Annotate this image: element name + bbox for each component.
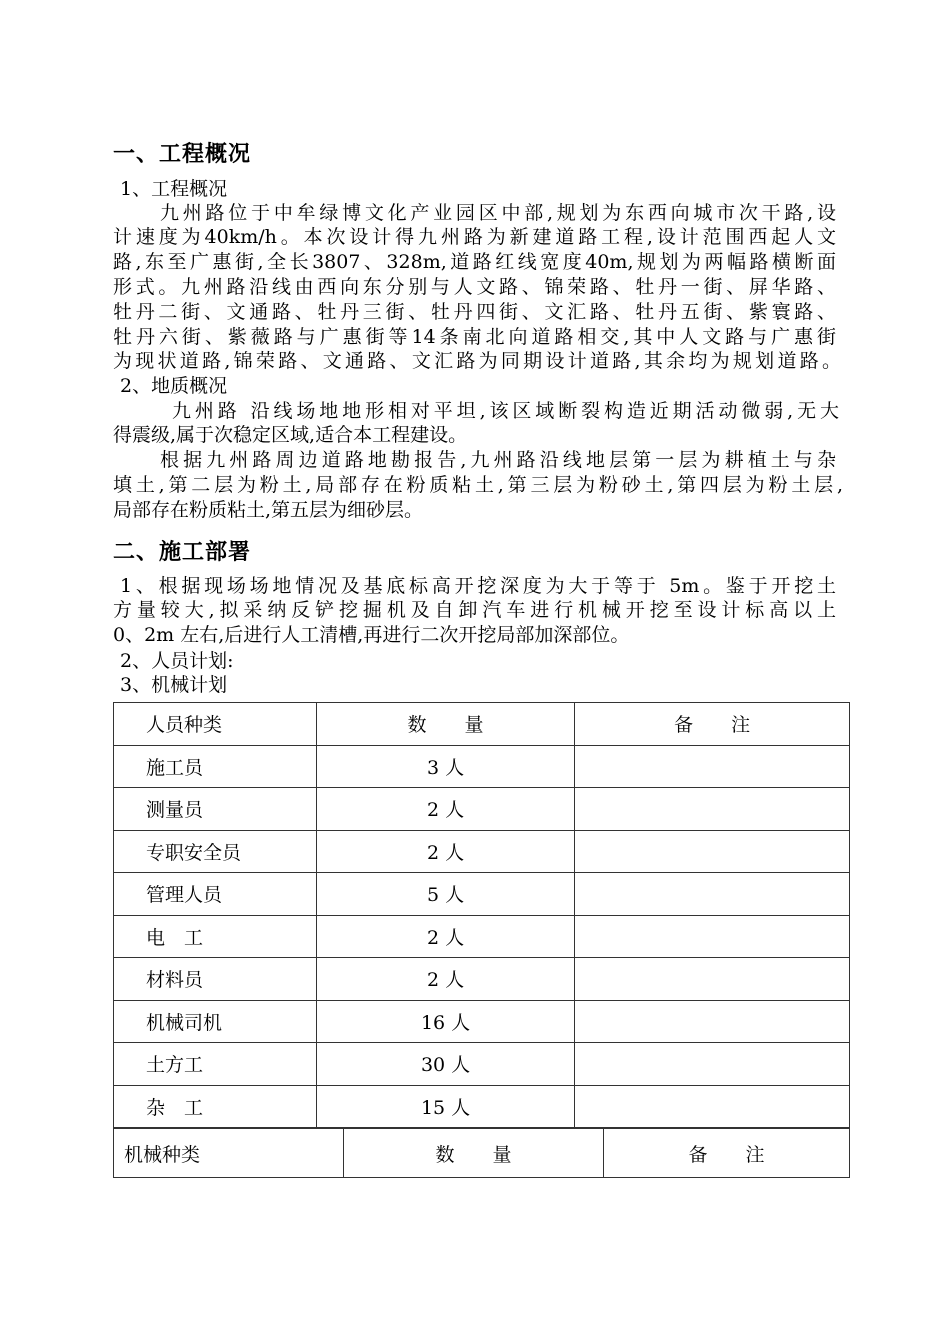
table-row — [114, 788, 850, 831]
table-cell — [575, 958, 850, 1001]
para-line: 得震级,属于次稳定区域,适合本工程建设。 — [113, 424, 468, 446]
header-cell: 备 注 — [603, 1129, 849, 1178]
table-cell — [575, 745, 850, 788]
table-row — [114, 1085, 850, 1128]
section2-sub3: 3、机械计划 — [120, 674, 228, 696]
para-line: 牡丹六街、紫薇路与广惠街等14条南北向道路相交,其中人文路与广惠街 — [113, 326, 836, 348]
section2-sub2: 2、人员计划: — [120, 650, 234, 672]
table-header-row — [114, 703, 850, 746]
para-line: 计速度为40km/h。本次设计得九州路为新建道路工程,设计范围西起人文 — [113, 226, 836, 248]
table-cell: 土方工 — [114, 1043, 317, 1086]
table-row — [114, 873, 850, 916]
table-row — [114, 1000, 850, 1043]
para-line: 0、2m 左右,后进行人工清槽,再进行二次开挖局部加深部位。 — [113, 624, 630, 646]
table-cell — [575, 830, 850, 873]
table-cell: 杂 工 — [114, 1085, 317, 1128]
table-cell — [575, 1085, 850, 1128]
table-row — [114, 830, 850, 873]
personnel-table — [113, 702, 850, 1128]
header-cell: 备 注 — [575, 703, 850, 746]
table-cell: 30 人 — [316, 1043, 575, 1086]
table-row — [114, 745, 850, 788]
para-line: 方量较大,拟采纳反铲挖掘机及自卸汽车进行机械开挖至设计标高以上 — [113, 599, 836, 621]
section1-heading: 一、工程概况 — [113, 142, 252, 167]
table-cell: 机械司机 — [114, 1000, 317, 1043]
header-cell: 机械种类 — [114, 1129, 344, 1178]
para-line: 九州路 沿线场地地形相对平坦,该区域断裂构造近期活动微弱,无大 — [172, 400, 839, 422]
table-cell: 3 人 — [316, 745, 575, 788]
section1-sub1: 1、工程概况 — [120, 178, 228, 200]
table-cell: 施工员 — [114, 745, 317, 788]
para-line: 形式。九州路沿线由西向东分别与人文路、锦荣路、牡丹一街、屏华路、 — [113, 276, 836, 298]
table-row — [114, 958, 850, 1001]
table-cell: 15 人 — [316, 1085, 575, 1128]
table-cell: 专职安全员 — [114, 830, 317, 873]
para-line: 路,东至广惠街,全长3807、328m,道路红线宽度40m,规划为两幅路横断面 — [113, 251, 836, 273]
para-line: 填土,第二层为粉土,局部存在粉质粘土,第三层为粉砂土,第四层为粉土层, — [113, 474, 843, 496]
table-cell: 2 人 — [316, 830, 575, 873]
table-header-row — [114, 1129, 850, 1178]
table-cell: 2 人 — [316, 915, 575, 958]
header-cell: 数 量 — [343, 1129, 603, 1178]
para-line: 牡丹二街、文通路、牡丹三街、牡丹四街、文汇路、牡丹五街、紫寰路、 — [113, 301, 836, 323]
para-line: 为现状道路,锦荣路、文通路、文汇路为同期设计道路,其余均为规划道路。 — [113, 350, 841, 372]
table-cell — [575, 1000, 850, 1043]
header-cell: 数 量 — [316, 703, 575, 746]
table-cell: 测量员 — [114, 788, 317, 831]
para-line: 根据九州路周边道路地勘报告,九州路沿线地层第一层为耕植土与杂 — [160, 449, 836, 471]
table-cell: 5 人 — [316, 873, 575, 916]
table-row — [114, 915, 850, 958]
machine-table — [113, 1128, 850, 1178]
table-cell — [575, 788, 850, 831]
table-cell: 材料员 — [114, 958, 317, 1001]
table-cell: 16 人 — [316, 1000, 575, 1043]
para-line: 1、根据现场场地情况及基底标高开挖深度为大于等于 5m。鉴于开挖土 — [120, 575, 836, 597]
table-cell — [575, 915, 850, 958]
table-cell: 2 人 — [316, 958, 575, 1001]
table-row — [114, 1043, 850, 1086]
para-line: 九州路位于中牟绿博文化产业园区中部,规划为东西向城市次干路,设 — [160, 202, 836, 224]
header-cell: 人员种类 — [114, 703, 317, 746]
table-cell — [575, 873, 850, 916]
section2-heading: 二、施工部署 — [113, 540, 252, 565]
table-cell: 2 人 — [316, 788, 575, 831]
table-cell: 管理人员 — [114, 873, 317, 916]
section1-sub2: 2、地质概况 — [120, 375, 228, 397]
table-cell — [575, 1043, 850, 1086]
table-cell: 电 工 — [114, 915, 317, 958]
para-line: 局部存在粉质粘土,第五层为细砂层。 — [113, 499, 424, 521]
